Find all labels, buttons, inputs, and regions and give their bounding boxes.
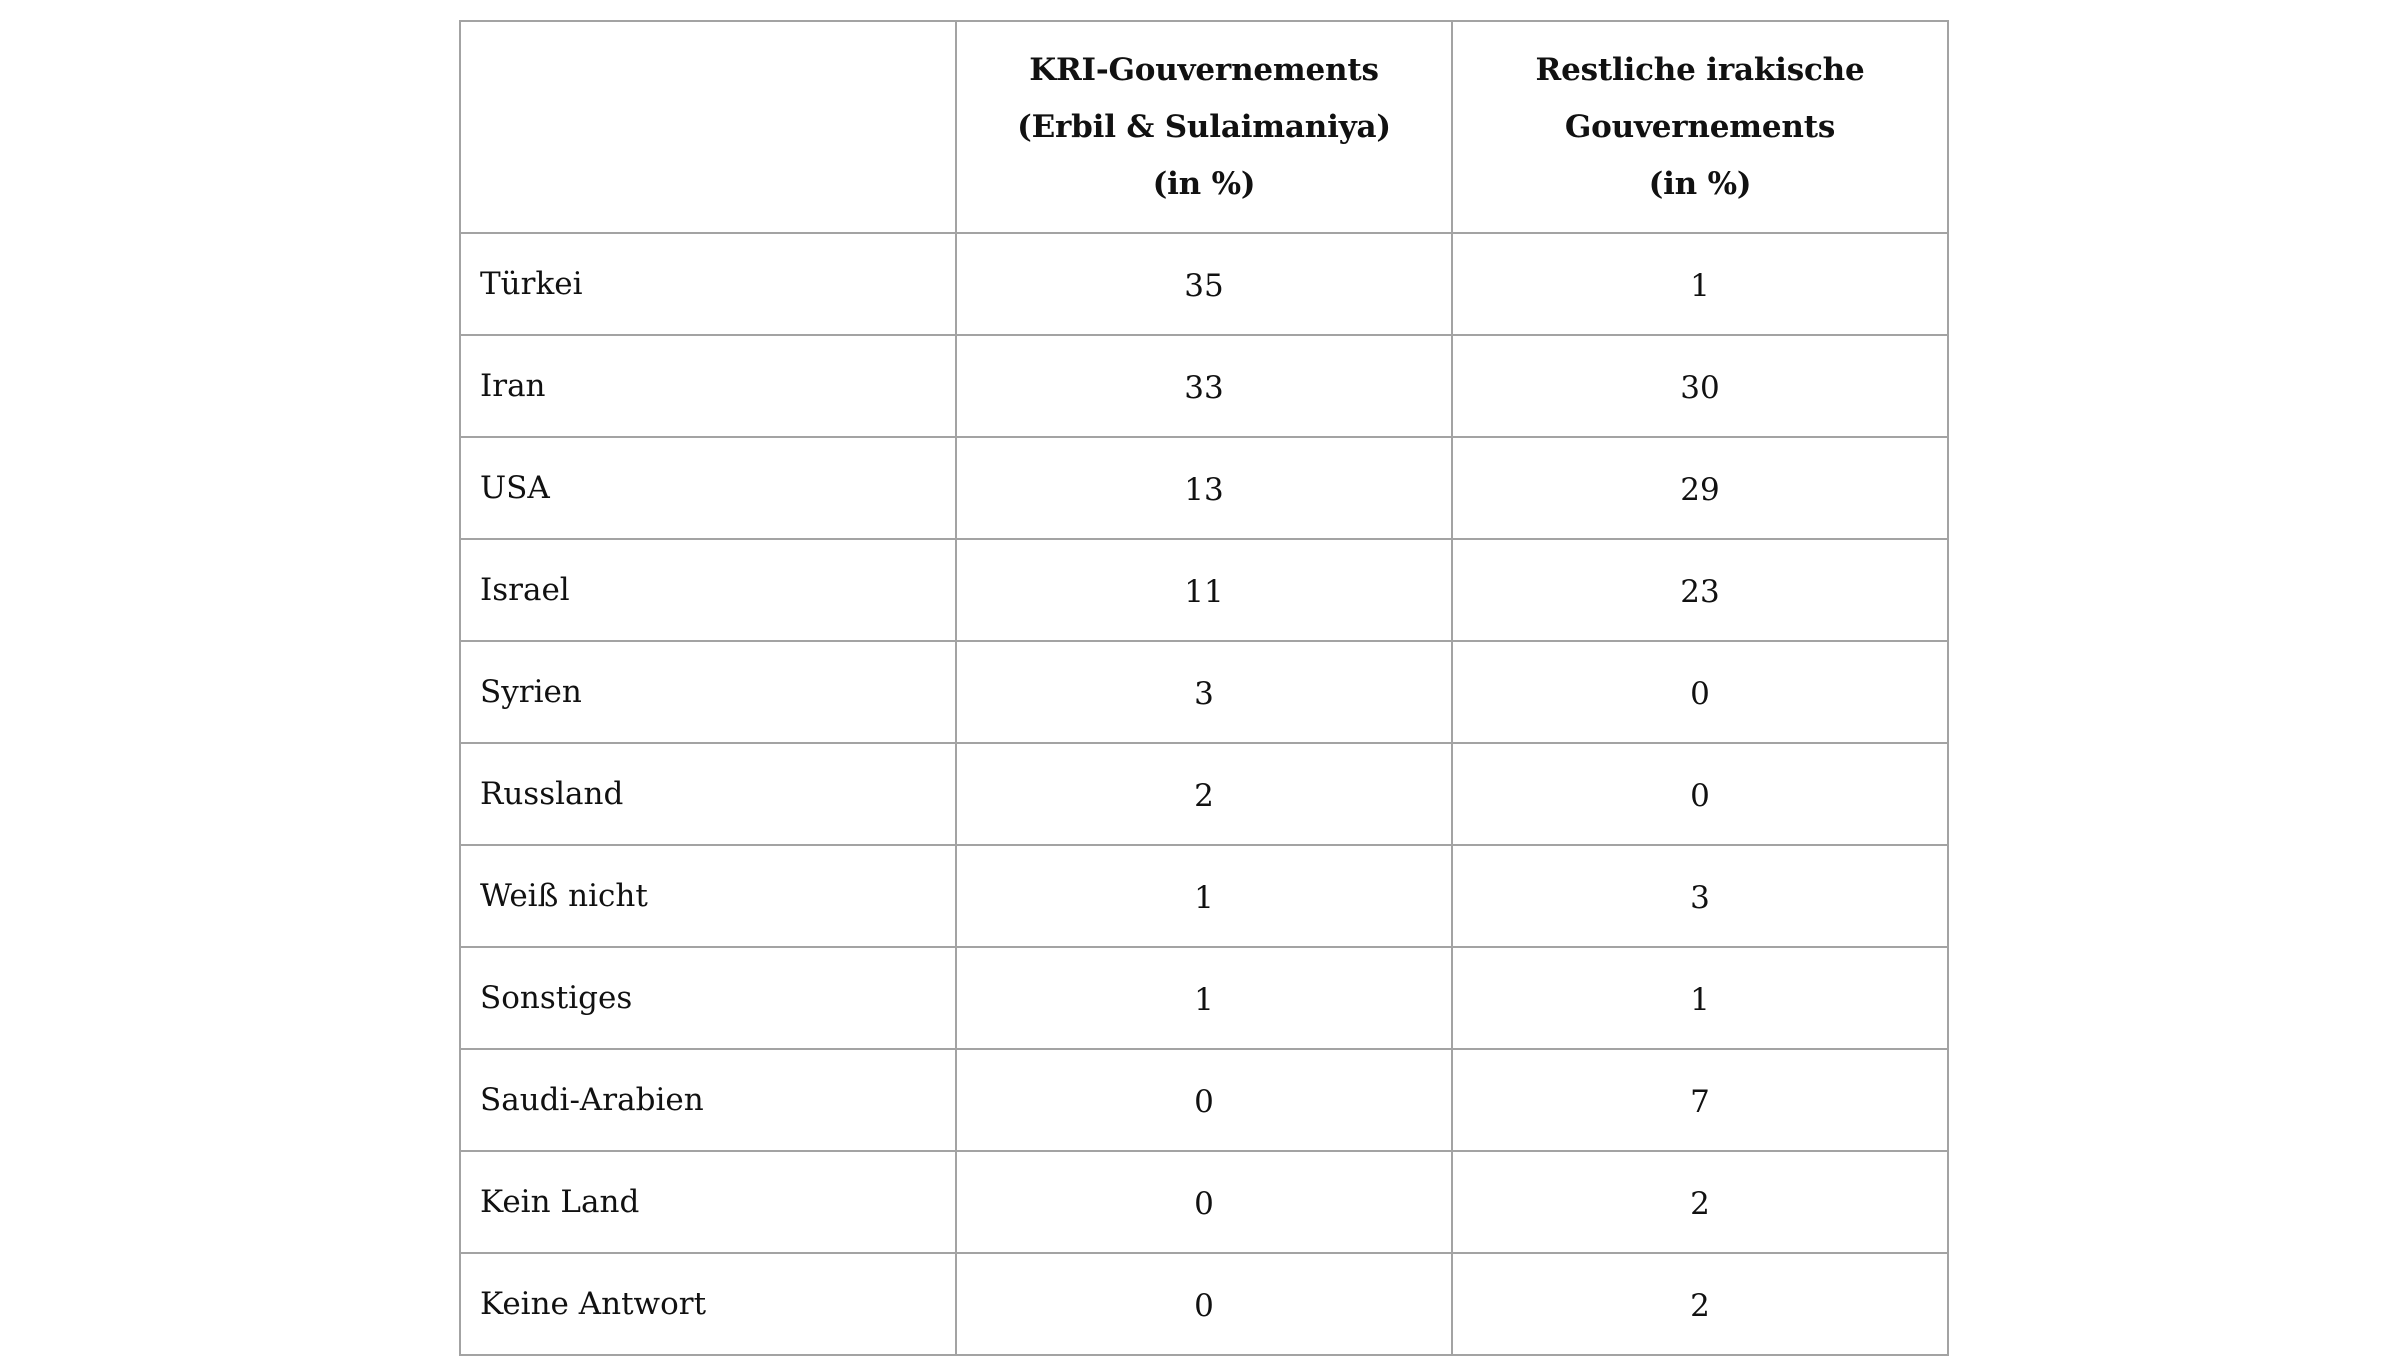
kri-value: 35	[956, 233, 1452, 335]
rest-value: 29	[1452, 437, 1948, 539]
kri-value: 0	[956, 1253, 1452, 1355]
header-kri-line-2: (Erbil & Sulaimaniya)	[1017, 108, 1391, 145]
survey-results-table	[459, 20, 1949, 1356]
row-label: USA	[460, 437, 956, 539]
table-row	[460, 1049, 1948, 1151]
rest-value: 1	[1452, 233, 1948, 335]
row-label: Weiß nicht	[460, 845, 956, 947]
row-label: Saudi-Arabien	[460, 1049, 956, 1151]
rest-value: 1	[1452, 947, 1948, 1049]
row-label: Syrien	[460, 641, 956, 743]
rest-value: 23	[1452, 539, 1948, 641]
row-label: Sonstiges	[460, 947, 956, 1049]
kri-value: 2	[956, 743, 1452, 845]
rest-value: 0	[1452, 641, 1948, 743]
table-row	[460, 743, 1948, 845]
rest-value: 30	[1452, 335, 1948, 437]
rest-value: 7	[1452, 1049, 1948, 1151]
kri-value: 3	[956, 641, 1452, 743]
kri-value: 1	[956, 845, 1452, 947]
kri-value: 0	[956, 1049, 1452, 1151]
rest-value: 3	[1452, 845, 1948, 947]
table-header	[460, 21, 1948, 233]
header-kri-line-3: (in %)	[1152, 165, 1256, 202]
rest-value: 2	[1452, 1253, 1948, 1355]
table-row	[460, 539, 1948, 641]
kri-value: 0	[956, 1151, 1452, 1253]
table-row	[460, 947, 1948, 1049]
rest-value: 0	[1452, 743, 1948, 845]
header-rest-line-1: Restliche irakische	[1535, 51, 1865, 88]
table-row	[460, 1151, 1948, 1253]
table-row	[460, 641, 1948, 743]
table-row	[460, 335, 1948, 437]
row-label: Türkei	[460, 233, 956, 335]
header-cell-rest	[1452, 21, 1948, 233]
table-body	[460, 233, 1948, 1355]
kri-value: 13	[956, 437, 1452, 539]
row-label: Israel	[460, 539, 956, 641]
kri-value: 11	[956, 539, 1452, 641]
header-cell-kri	[956, 21, 1452, 233]
row-label: Iran	[460, 335, 956, 437]
header-kri-line-1: KRI-Gouvernements	[1029, 51, 1379, 88]
header-row	[460, 21, 1948, 233]
kri-value: 1	[956, 947, 1452, 1049]
rest-value: 2	[1452, 1151, 1948, 1253]
header-rest-line-2: Gouvernements	[1564, 108, 1836, 145]
row-label: Keine Antwort	[460, 1253, 956, 1355]
header-cell-empty	[460, 21, 956, 233]
table-row	[460, 437, 1948, 539]
table-row	[460, 233, 1948, 335]
table-row	[460, 1253, 1948, 1355]
header-rest-line-3: (in %)	[1648, 165, 1752, 202]
table-row	[460, 845, 1948, 947]
row-label: Kein Land	[460, 1151, 956, 1253]
row-label: Russland	[460, 743, 956, 845]
kri-value: 33	[956, 335, 1452, 437]
